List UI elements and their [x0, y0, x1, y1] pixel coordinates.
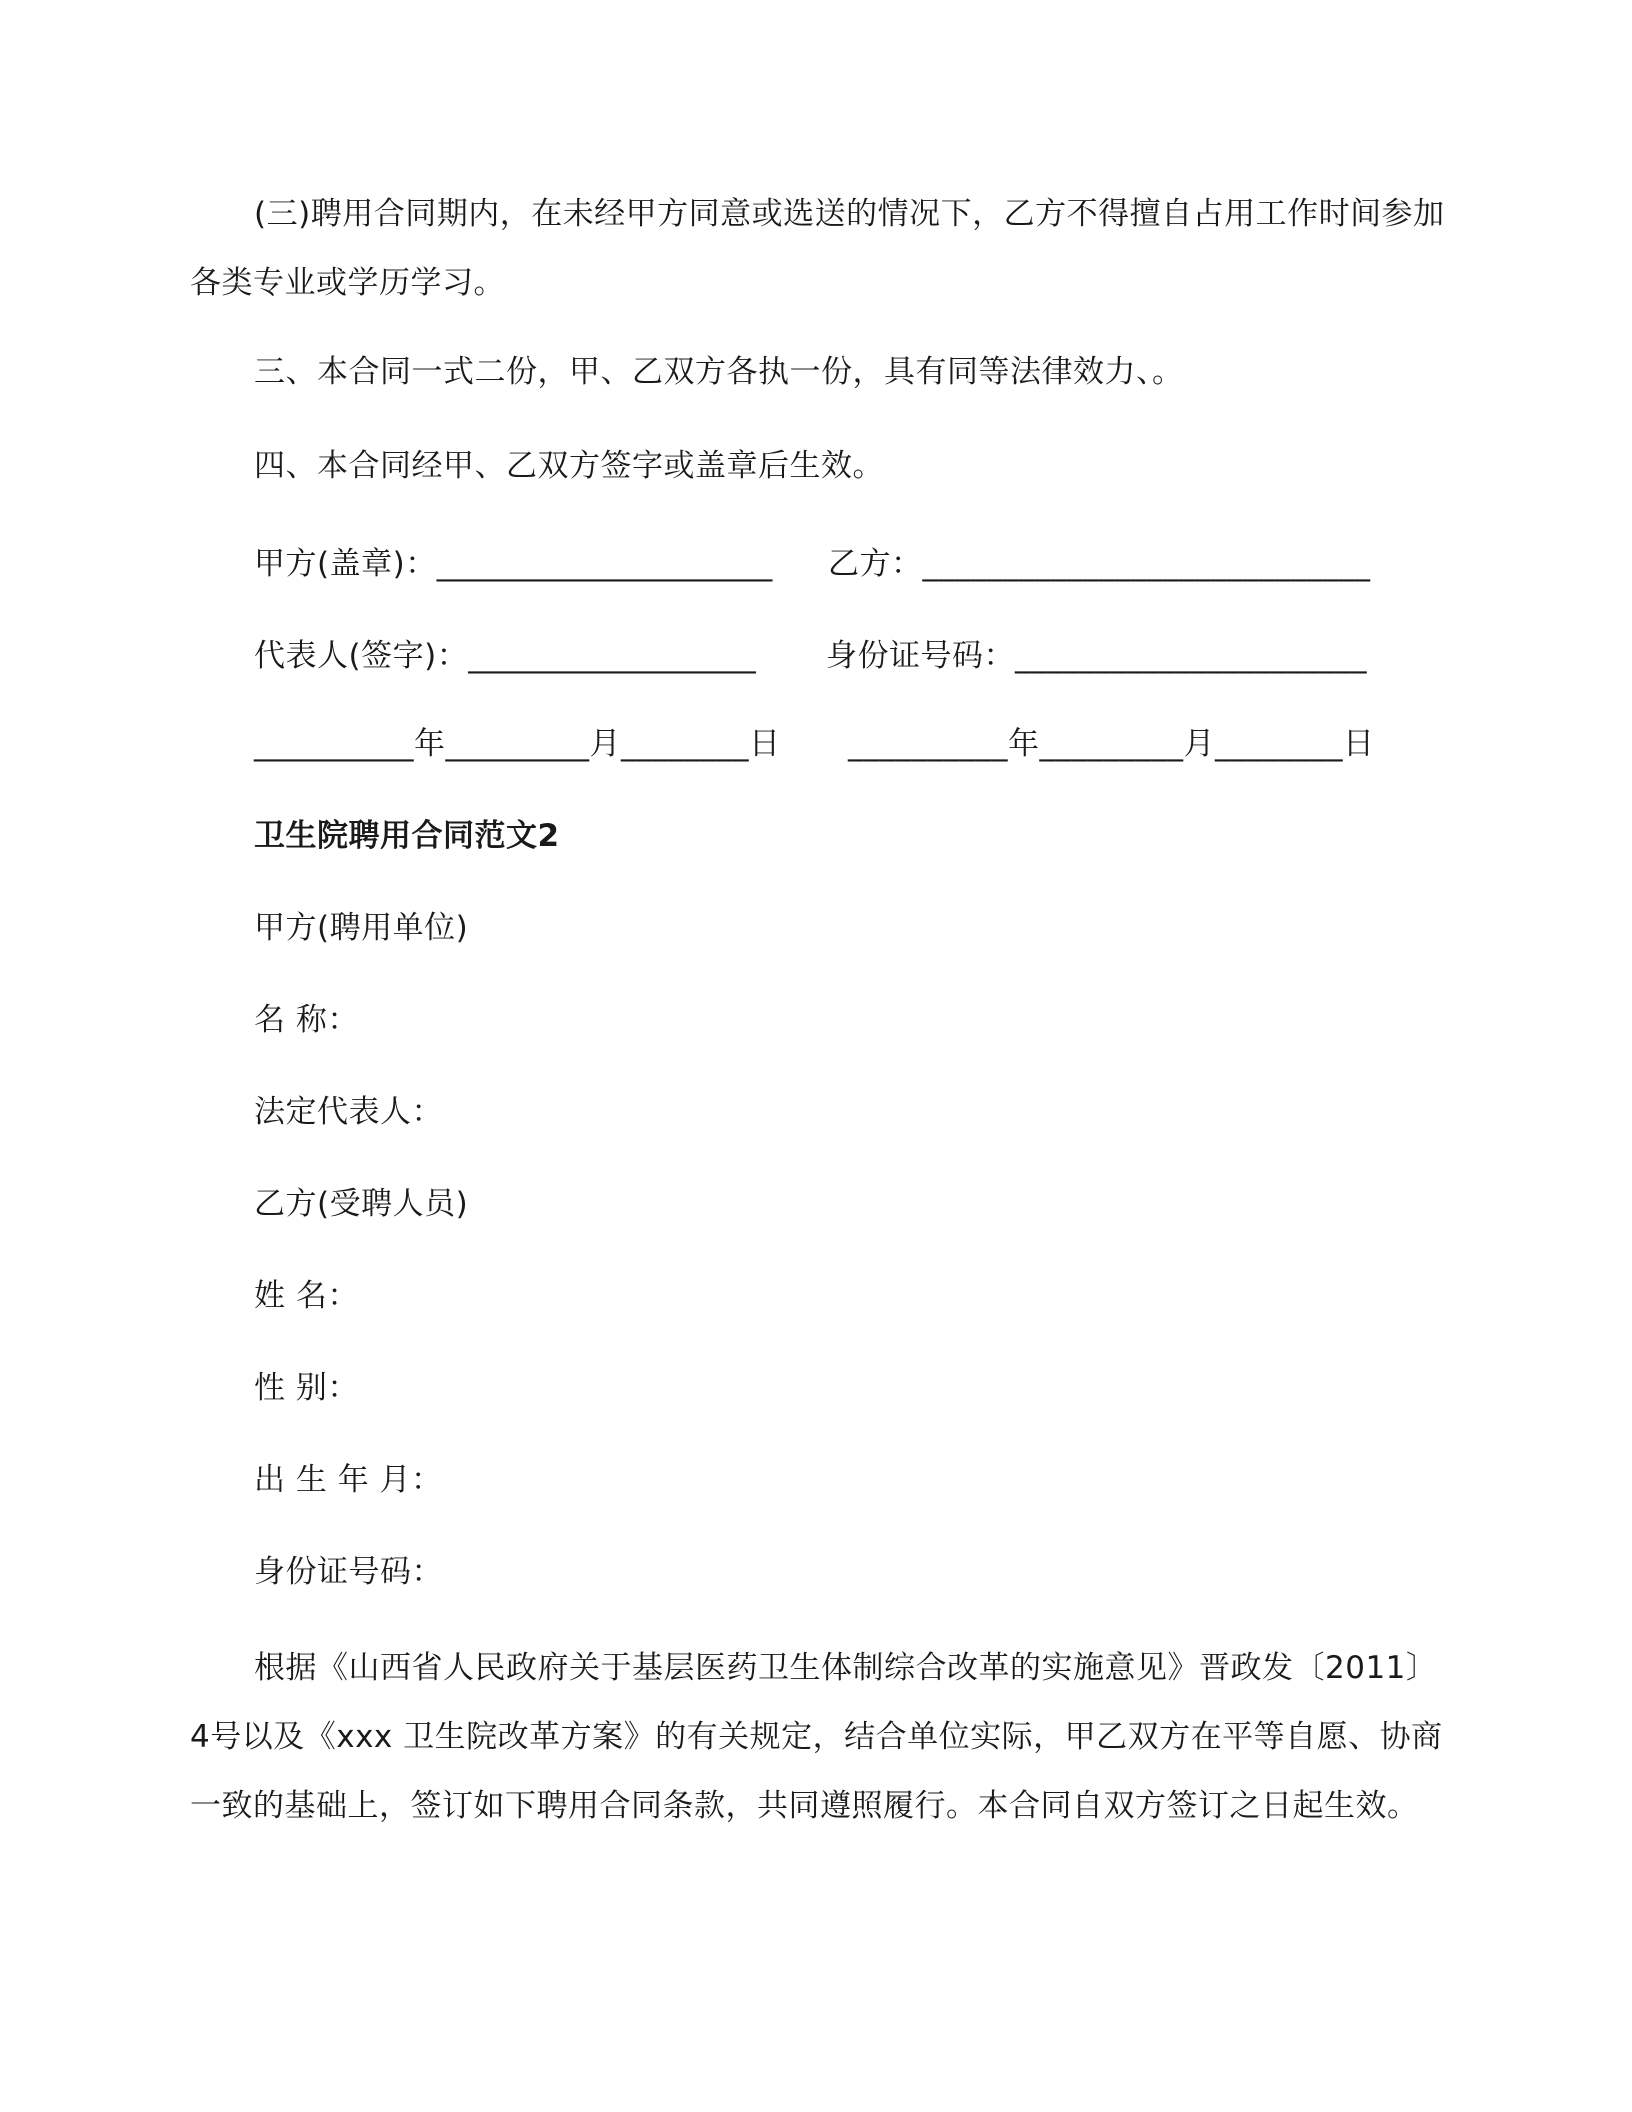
clause-item-3: [190, 180, 1452, 318]
party-b-signature-row: [828, 544, 1371, 584]
party-b-blank: ____________________________: [922, 546, 1371, 582]
gender-field: 性 别：: [254, 1370, 359, 1406]
section-title: 卫生院聘用合同范文2: [254, 818, 560, 854]
name-field: 名 称：: [254, 1002, 359, 1038]
party-a-heading: 甲方(聘用单位): [254, 910, 469, 946]
representative-row: [254, 636, 756, 676]
date-left: __________年_________月________日: [254, 726, 781, 762]
preamble-paragraph: [190, 1634, 1452, 1841]
legal-rep-field: 法定代表人：: [254, 1094, 443, 1130]
clause-si: 四、本合同经甲、乙双方签字或盖章后生效。: [254, 448, 884, 484]
date-right: __________年_________月________日: [848, 726, 1375, 762]
clause-san: 三、本合同一式二份，甲、乙双方各执一份，具有同等法律效力、。: [254, 354, 1184, 390]
id-number-label: 身份证号码：: [826, 638, 1015, 674]
representative-blank: __________________: [468, 638, 757, 674]
representative-label: 代表人(签字)：: [254, 638, 469, 674]
clause-item-3-text: (三)聘用合同期内，在未经甲方同意或选送的情况下，乙方不得擅自占用工作时间参加各类专业或学历学习。: [190, 196, 1445, 301]
id-number-row: [826, 636, 1367, 676]
party-a-signature-row: [254, 544, 773, 584]
id-number-field: 身份证号码：: [254, 1554, 443, 1590]
party-b-label: 乙方：: [828, 546, 923, 582]
party-b-heading: 乙方(受聘人员): [254, 1186, 469, 1222]
preamble-text: 根据《山西省人民政府关于基层医药卫生体制综合改革的实施意见》晋政发〔2011〕4号以及《xxx 卫生院改革方案》的有关规定，结合单位实际，甲乙双方在平等自愿、协商一致的基础上，签订如下聘用合同条款，共同遵照履行。本合同自双方签订之日起生效。: [190, 1650, 1443, 1824]
party-a-seal-label: 甲方(盖章)：: [254, 546, 437, 582]
id-number-blank: ______________________: [1015, 638, 1367, 674]
birth-field: 出 生 年 月：: [254, 1462, 443, 1498]
party-a-seal-blank: _____________________: [436, 546, 773, 582]
person-name-field: 姓 名：: [254, 1278, 359, 1314]
